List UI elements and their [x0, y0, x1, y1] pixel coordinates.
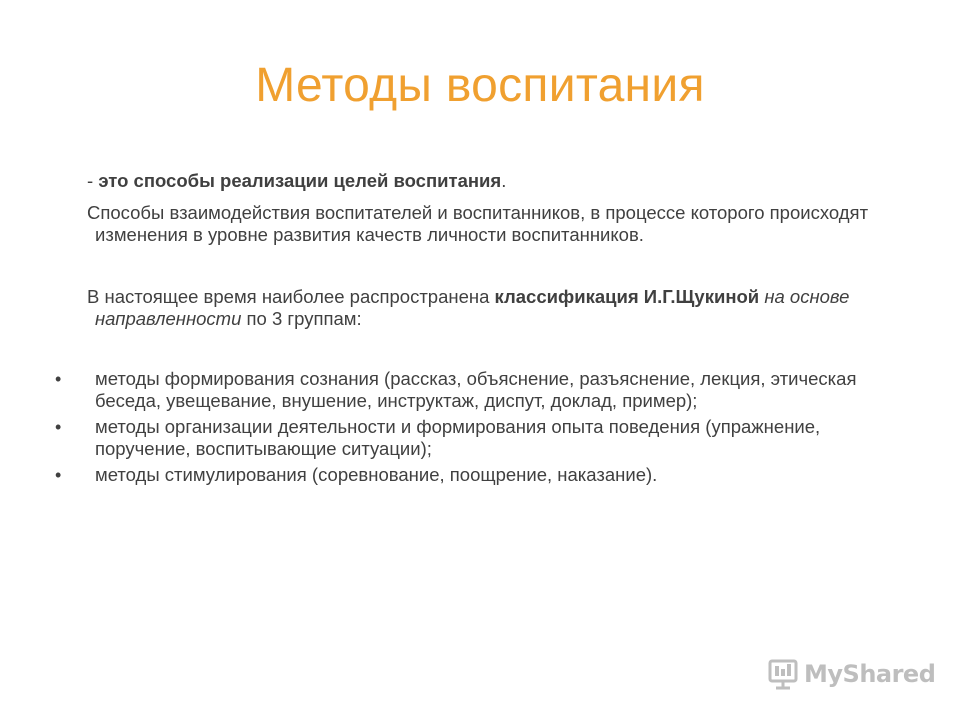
description-paragraph: Способы взаимодействия воспитателей и воспитанников, в процессе которого происходят изменения в уровне развития качеств личности воспитанников.	[87, 202, 869, 245]
classification-author: классификация И.Г.Щукиной	[494, 286, 760, 307]
definition-bold: это способы реализации целей воспитания	[98, 170, 502, 191]
methods-list	[55, 368, 905, 486]
slide-body	[55, 170, 905, 490]
list-item-text: методы стимулирования (соревнование, поощрение, наказание).	[95, 464, 658, 485]
list-item	[55, 416, 905, 460]
bullet-icon: •	[55, 369, 62, 389]
presentation-board-icon	[768, 658, 798, 690]
bullet-icon: •	[55, 417, 62, 437]
definition-prefix: -	[87, 170, 99, 191]
list-item	[55, 464, 905, 486]
classification-suffix: по 3 группам:	[241, 308, 362, 329]
classification-prefix: В настоящее время наиболее распространена	[87, 286, 495, 307]
classification-paragraph	[55, 286, 905, 330]
classification-basis: на основе направленности	[95, 286, 850, 329]
watermark-logo[interactable]	[768, 656, 935, 692]
bullet-icon: •	[55, 465, 62, 485]
list-item	[55, 368, 905, 412]
list-item-text: методы организации деятельности и формирования опыта поведения (упражнение, поручение, воспитывающие ситуации);	[95, 416, 821, 459]
definition-paragraph	[55, 170, 905, 192]
definition-suffix: .	[501, 170, 507, 191]
slide-title: Методы воспитания	[255, 59, 705, 112]
list-item-text: методы формирования сознания (рассказ, объяснение, разъяснение, лекция, этическая беседа, увещевание, внушение, инструктаж, диспут, доклад, пример);	[95, 368, 857, 411]
watermark-text: MyShared	[804, 660, 936, 688]
